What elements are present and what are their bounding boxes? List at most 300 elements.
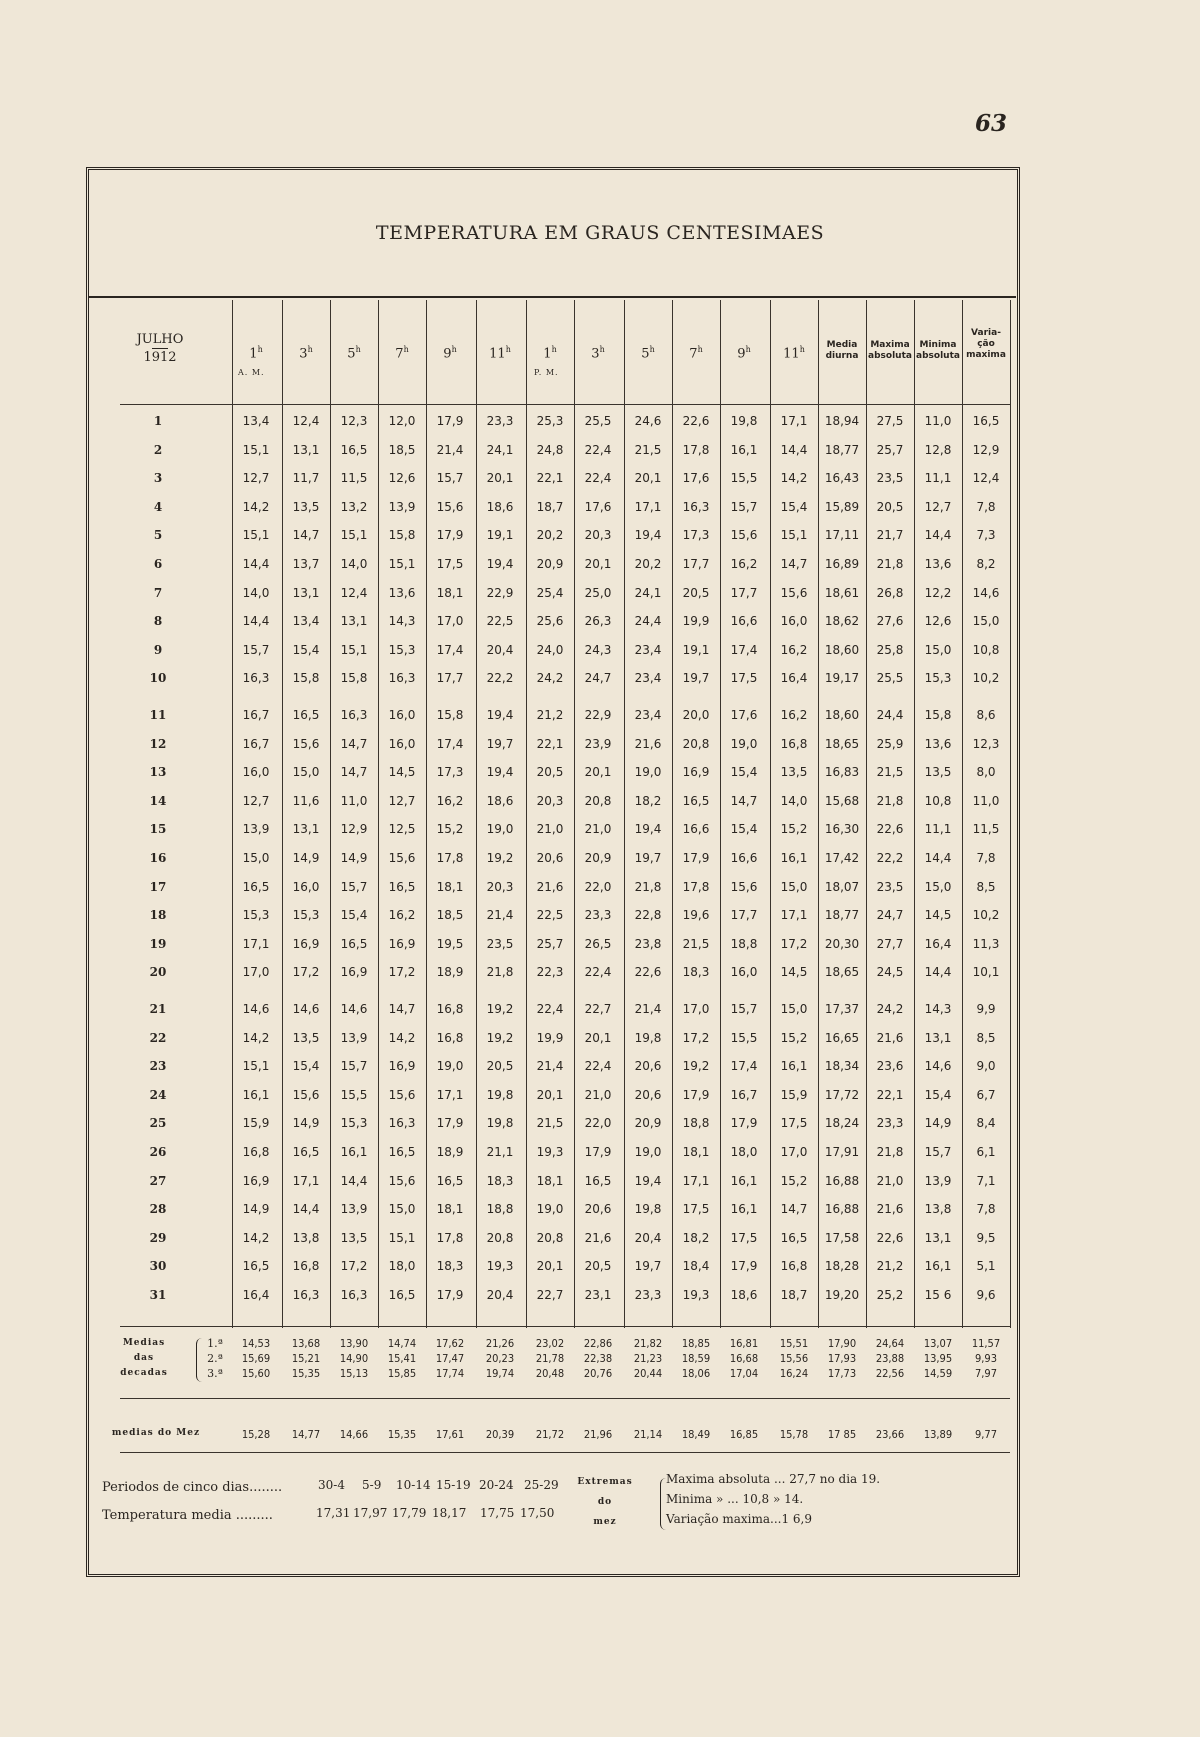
value-cell: 16,8 [292, 1259, 320, 1274]
value-cell: 14,3 [388, 614, 416, 629]
hour-number: 3 [591, 346, 600, 362]
value-cell: 11,1 [924, 822, 952, 837]
hour-number: 5 [641, 346, 650, 362]
value-cell: 15,4 [340, 908, 368, 923]
value-cell: 18,5 [436, 908, 464, 923]
value-cell: 23,5 [486, 936, 514, 951]
value-cell: 17,1 [634, 499, 662, 514]
value-cell: 27,5 [876, 414, 904, 428]
value-cell: 18,62 [824, 614, 860, 629]
month-mean-cell: 13,89 [923, 1428, 953, 1441]
month-mean-cell: 23,66 [875, 1428, 905, 1441]
value-cell: 13,4 [242, 414, 270, 428]
value-cell: 9,6 [976, 1288, 996, 1302]
temperature-value: 17,79 [392, 1506, 427, 1520]
value-cell: 25,9 [876, 736, 904, 751]
value-cell: 12,7 [242, 471, 270, 486]
value-cell: 24,0 [536, 642, 564, 657]
hour-suffix: h [505, 345, 511, 354]
value-cell: 15,6 [730, 528, 758, 543]
value-cell: 19,2 [486, 1002, 514, 1016]
value-cell: 22,4 [536, 1002, 564, 1016]
value-cell: 16,5 [388, 1288, 416, 1302]
hour-header [476, 344, 524, 362]
value-cell: 16,3 [340, 1288, 368, 1302]
value-cell: 14,5 [780, 965, 808, 980]
decade-mean-cell: 14,53 [241, 1337, 271, 1350]
media-diurna-header [818, 340, 866, 362]
value-cell: 16,30 [824, 822, 860, 837]
value-cell: 11,7 [292, 471, 320, 486]
decade-mean-cell: 15,35 [291, 1367, 321, 1380]
value-cell: 15,1 [242, 442, 270, 457]
value-cell: 13,8 [924, 1202, 952, 1217]
value-cell: 17,9 [436, 528, 464, 543]
value-cell: 21,8 [634, 879, 662, 894]
value-cell: 13,5 [292, 1030, 320, 1045]
value-cell: 15,89 [824, 499, 860, 514]
value-cell: 23,4 [634, 642, 662, 657]
hour-suffix: h [745, 345, 751, 354]
value-cell: 16,1 [242, 1087, 270, 1102]
value-cell: 21,8 [876, 1145, 904, 1159]
month-mean-cell: 14,66 [339, 1428, 369, 1441]
value-cell: 15,9 [780, 1087, 808, 1102]
value-cell: 14,0 [340, 557, 368, 571]
value-cell: 17,5 [436, 557, 464, 571]
decade-mean-cell: 17,74 [435, 1367, 465, 1380]
value-cell: 16,1 [730, 442, 758, 457]
value-cell: 19,2 [682, 1059, 710, 1074]
day-number: 16 [149, 851, 167, 865]
decade-mean-cell: 13,95 [923, 1352, 953, 1365]
decade-mean-cell: 11,57 [971, 1337, 1001, 1350]
value-cell: 17,8 [682, 879, 710, 894]
value-cell: 14,2 [242, 1230, 270, 1245]
value-cell: 20,8 [536, 1230, 564, 1245]
value-cell: 14,2 [242, 499, 270, 514]
value-cell: 17,5 [780, 1116, 808, 1131]
value-cell: 22,4 [584, 1059, 612, 1074]
value-cell: 15,7 [242, 642, 270, 657]
month-mean-cell: 17,61 [435, 1428, 465, 1441]
value-cell: 16,6 [730, 614, 758, 629]
value-cell: 21,4 [536, 1059, 564, 1074]
value-cell: 22,9 [584, 708, 612, 722]
decade-label: 2.ª [207, 1352, 223, 1365]
decade-mean-cell: 7,97 [974, 1367, 998, 1380]
value-cell: 21,4 [486, 908, 514, 923]
value-cell: 16,3 [340, 708, 368, 722]
value-cell: 14,4 [242, 614, 270, 629]
header-divider [120, 404, 1010, 405]
value-cell: 17,4 [730, 642, 758, 657]
value-cell: 16,65 [824, 1030, 860, 1045]
value-cell: 18,94 [824, 414, 860, 428]
value-cell: 19,1 [486, 528, 514, 543]
period-value: 30-4 [318, 1478, 345, 1492]
value-cell: 15,4 [730, 822, 758, 837]
value-cell: 17,2 [388, 965, 416, 980]
decade-brace [196, 1338, 203, 1382]
value-cell: 6,7 [976, 1087, 996, 1102]
value-cell: 18,0 [388, 1259, 416, 1274]
value-cell: 11,6 [292, 793, 320, 808]
value-cell: 7,3 [976, 528, 996, 543]
value-cell: 15,1 [242, 528, 270, 543]
value-cell: 14,7 [388, 1002, 416, 1016]
value-cell: 22,7 [536, 1288, 564, 1302]
period-value: 5-9 [362, 1478, 382, 1492]
value-cell: 23,3 [486, 414, 514, 428]
value-cell: 19,7 [634, 1259, 662, 1274]
value-cell: 17,0 [242, 965, 270, 980]
value-cell: 16,5 [340, 442, 368, 457]
value-cell: 20,6 [584, 1202, 612, 1217]
value-cell: 12,2 [924, 585, 952, 600]
decade-mean-cell: 22,86 [583, 1337, 613, 1350]
value-cell: 13,1 [924, 1030, 952, 1045]
value-cell: 19,8 [730, 414, 758, 428]
value-cell: 17,1 [292, 1173, 320, 1188]
value-cell: 15,2 [780, 1173, 808, 1188]
decade-mean-cell: 20,23 [485, 1352, 515, 1365]
value-cell: 15,0 [242, 851, 270, 865]
hour-header [770, 344, 818, 362]
value-cell: 16,8 [436, 1030, 464, 1045]
value-cell: 17,1 [780, 908, 808, 923]
value-cell: 18,65 [824, 965, 860, 980]
value-cell: 21,5 [876, 765, 904, 780]
value-cell: 18,1 [536, 1173, 564, 1188]
hour-number: 11 [783, 346, 800, 362]
value-cell: 12,3 [340, 414, 368, 428]
hour-suffix: h [257, 345, 263, 354]
value-cell: 13,5 [292, 499, 320, 514]
value-cell: 11,0 [972, 793, 1000, 808]
value-cell: 8,5 [976, 879, 996, 894]
day-number: 6 [153, 557, 163, 571]
value-cell: 14,2 [388, 1030, 416, 1045]
value-cell: 17,1 [242, 936, 270, 951]
value-cell: 16,4 [780, 671, 808, 686]
value-cell: 16,5 [340, 936, 368, 951]
value-cell: 14,4 [340, 1173, 368, 1188]
value-cell: 14,7 [730, 793, 758, 808]
decade-mean-cell: 18,85 [681, 1337, 711, 1350]
hour-suffix: h [649, 345, 655, 354]
value-cell: 16,88 [824, 1202, 860, 1217]
hour-header [426, 344, 474, 362]
value-cell: 12,6 [388, 471, 416, 486]
value-cell: 19,0 [730, 736, 758, 751]
value-cell: 17,0 [682, 1002, 710, 1016]
hour-header [720, 344, 768, 362]
value-cell: 14,9 [340, 851, 368, 865]
hour-number: 1 [543, 346, 552, 362]
column-divider [1010, 300, 1011, 1328]
value-cell: 12,4 [972, 471, 1000, 486]
value-cell: 17,5 [730, 1230, 758, 1245]
value-cell: 16,5 [436, 1173, 464, 1188]
hour-header [574, 344, 622, 362]
value-cell: 22,0 [584, 879, 612, 894]
day-number: 8 [153, 614, 163, 629]
value-cell: 19,0 [436, 1059, 464, 1074]
month-mean-cell: 15,78 [779, 1428, 809, 1441]
decade-mean-cell: 21,82 [633, 1337, 663, 1350]
value-cell: 12,6 [924, 614, 952, 629]
value-cell: 20,1 [536, 1259, 564, 1274]
value-cell: 14,4 [924, 528, 952, 543]
value-cell: 19,2 [486, 851, 514, 865]
value-cell: 7,8 [976, 1202, 996, 1217]
day-number: 2 [153, 442, 163, 457]
value-cell: 21,8 [486, 965, 514, 980]
month-year-header [120, 332, 200, 365]
value-cell: 13,1 [292, 442, 320, 457]
value-cell: 21,6 [876, 1202, 904, 1217]
value-cell: 25,5 [584, 414, 612, 428]
header-line: Maxima [870, 340, 910, 350]
value-cell: 19,17 [824, 671, 860, 686]
value-cell: 20,1 [584, 765, 612, 780]
value-cell: 23,4 [634, 671, 662, 686]
value-cell: 15,1 [340, 642, 368, 657]
value-cell: 15,7 [730, 1002, 758, 1016]
value-cell: 18,1 [436, 585, 464, 600]
value-cell: 17,1 [780, 414, 808, 428]
day-number: 31 [149, 1288, 167, 1302]
value-cell: 27,6 [876, 614, 904, 629]
decade-mean-cell: 15,85 [387, 1367, 417, 1380]
value-cell: 20,5 [584, 1259, 612, 1274]
value-cell: 18,7 [780, 1288, 808, 1302]
value-cell: 19,8 [634, 1202, 662, 1217]
day-number: 19 [149, 936, 167, 951]
value-cell: 19,3 [682, 1288, 710, 1302]
month-mean-bottom-divider [120, 1452, 1010, 1453]
decade-mean-cell: 15,56 [779, 1352, 809, 1365]
value-cell: 15,0 [780, 1002, 808, 1016]
value-cell: 16,5 [242, 1259, 270, 1274]
value-cell: 15,0 [924, 879, 952, 894]
value-cell: 17,0 [780, 1145, 808, 1159]
value-cell: 20,4 [634, 1230, 662, 1245]
month-mean-cell: 17 85 [827, 1428, 857, 1441]
hour-suffix: h [451, 345, 457, 354]
value-cell: 17,9 [436, 1288, 464, 1302]
value-cell: 15,7 [436, 471, 464, 486]
value-cell: 14,4 [242, 557, 270, 571]
extreme-line: Maxima absoluta ... 27,7 no dia 19. [666, 1472, 881, 1486]
value-cell: 16,9 [292, 936, 320, 951]
value-cell: 22,1 [536, 471, 564, 486]
value-cell: 25,2 [876, 1288, 904, 1302]
value-cell: 20,8 [682, 736, 710, 751]
value-cell: 17,8 [436, 1230, 464, 1245]
value-cell: 23,9 [584, 736, 612, 751]
value-cell: 13,4 [292, 614, 320, 629]
value-cell: 19,8 [486, 1087, 514, 1102]
day-number: 21 [149, 1002, 167, 1016]
extreme-line: Variação maxima...1 6,9 [666, 1512, 813, 1526]
value-cell: 24,7 [876, 908, 904, 923]
value-cell: 13,7 [292, 557, 320, 571]
decade-mean-cell: 15,21 [291, 1352, 321, 1365]
hour-suffix: h [697, 345, 703, 354]
value-cell: 23,4 [634, 708, 662, 722]
month-mean-cell: 21,96 [583, 1428, 613, 1441]
value-cell: 19,0 [634, 1145, 662, 1159]
value-cell: 14,6 [292, 1002, 320, 1016]
value-cell: 25,7 [876, 442, 904, 457]
value-cell: 15,6 [436, 499, 464, 514]
value-cell: 14,7 [340, 736, 368, 751]
value-cell: 14,7 [780, 557, 808, 571]
value-cell: 16,4 [242, 1288, 270, 1302]
value-cell: 15,68 [824, 793, 860, 808]
value-cell: 16,9 [242, 1173, 270, 1188]
value-cell: 17,3 [436, 765, 464, 780]
value-cell: 25,3 [536, 414, 564, 428]
value-cell: 21,8 [876, 793, 904, 808]
value-cell: 16,0 [780, 614, 808, 629]
value-cell: 18,0 [730, 1145, 758, 1159]
value-cell: 14,9 [242, 1202, 270, 1217]
value-cell: 13,6 [924, 557, 952, 571]
day-number: 11 [149, 708, 167, 722]
value-cell: 19,4 [486, 708, 514, 722]
value-cell: 15,1 [340, 528, 368, 543]
value-cell: 10,8 [972, 642, 1000, 657]
decade-mean-cell: 21,26 [485, 1337, 515, 1350]
value-cell: 24,2 [536, 671, 564, 686]
value-cell: 13,2 [340, 499, 368, 514]
decade-mean-cell: 16,24 [779, 1367, 809, 1380]
value-cell: 18,9 [436, 965, 464, 980]
value-cell: 16,1 [730, 1202, 758, 1217]
value-cell: 16,5 [388, 879, 416, 894]
day-number: 14 [149, 793, 167, 808]
value-cell: 23,5 [876, 471, 904, 486]
value-cell: 20,3 [584, 528, 612, 543]
value-cell: 15,7 [340, 879, 368, 894]
value-cell: 8,6 [976, 708, 996, 722]
hour-header [378, 344, 426, 362]
decade-mean-cell: 17,90 [827, 1337, 857, 1350]
decade-mean-cell: 22,56 [875, 1367, 905, 1380]
temperature-value: 18,17 [432, 1506, 467, 1520]
value-cell: 12,7 [242, 793, 270, 808]
day-number: 26 [149, 1145, 167, 1159]
value-cell: 19,4 [634, 528, 662, 543]
value-cell: 21,8 [876, 557, 904, 571]
value-cell: 16,3 [388, 671, 416, 686]
value-cell: 26,3 [584, 614, 612, 629]
day-number: 25 [149, 1116, 167, 1131]
value-cell: 24,3 [584, 642, 612, 657]
minima-absoluta-header [914, 340, 962, 362]
value-cell: 26,8 [876, 585, 904, 600]
value-cell: 13,9 [340, 1030, 368, 1045]
value-cell: 23,3 [634, 1288, 662, 1302]
value-cell: 20,2 [634, 557, 662, 571]
value-cell: 20,4 [486, 1288, 514, 1302]
temperature-value: 17,31 [316, 1506, 351, 1520]
value-cell: 25,0 [584, 585, 612, 600]
value-cell: 22,5 [486, 614, 514, 629]
value-cell: 17,9 [436, 1116, 464, 1131]
value-cell: 18,3 [436, 1259, 464, 1274]
temperature-value: 17,50 [520, 1506, 555, 1520]
decade-label: 3.ª [207, 1367, 223, 1380]
value-cell: 14,9 [924, 1116, 952, 1131]
value-cell: 16,9 [340, 965, 368, 980]
hour-header [232, 344, 280, 362]
day-number: 13 [149, 765, 167, 780]
value-cell: 11,5 [972, 822, 1000, 837]
value-cell: 18,8 [486, 1202, 514, 1217]
value-cell: 15,6 [388, 1087, 416, 1102]
value-cell: 13,5 [340, 1230, 368, 1245]
period-value: 20-24 [479, 1478, 514, 1492]
value-cell: 16,5 [388, 1145, 416, 1159]
value-cell: 15,3 [388, 642, 416, 657]
value-cell: 20,6 [634, 1087, 662, 1102]
day-number: 24 [149, 1087, 167, 1102]
value-cell: 16,0 [388, 736, 416, 751]
value-cell: 17,37 [824, 1002, 860, 1016]
value-cell: 21,1 [486, 1145, 514, 1159]
variacao-maxima-header [962, 328, 1010, 361]
hour-suffix: h [599, 345, 605, 354]
value-cell: 23,3 [584, 908, 612, 923]
header-line: absoluta [916, 351, 960, 361]
value-cell: 21,6 [876, 1030, 904, 1045]
decade-mean-cell: 16,81 [729, 1337, 759, 1350]
decade-mean-cell: 15,69 [241, 1352, 271, 1365]
day-number: 1 [153, 414, 163, 428]
value-cell: 13,9 [388, 499, 416, 514]
temperature-value: 17,75 [480, 1506, 515, 1520]
decade-label: 1.ª [207, 1337, 223, 1350]
value-cell: 20,4 [486, 642, 514, 657]
value-cell: 15,3 [292, 908, 320, 923]
value-cell: 18,8 [730, 936, 758, 951]
value-cell: 13,6 [924, 736, 952, 751]
month-mean-cell: 18,49 [681, 1428, 711, 1441]
decade-mean-cell: 24,64 [875, 1337, 905, 1350]
value-cell: 15,0 [388, 1202, 416, 1217]
value-cell: 19,6 [682, 908, 710, 923]
value-cell: 18,3 [486, 1173, 514, 1188]
month-mean-divider [120, 1398, 1010, 1399]
value-cell: 6,1 [976, 1145, 996, 1159]
value-cell: 15,2 [780, 822, 808, 837]
value-cell: 22,4 [584, 965, 612, 980]
value-cell: 16,2 [730, 557, 758, 571]
value-cell: 15,5 [340, 1087, 368, 1102]
value-cell: 16,1 [730, 1173, 758, 1188]
value-cell: 9,0 [976, 1059, 996, 1074]
value-cell: 14,9 [292, 1116, 320, 1131]
value-cell: 15,0 [972, 614, 1000, 629]
value-cell: 24,2 [876, 1002, 904, 1016]
value-cell: 18,4 [682, 1259, 710, 1274]
value-cell: 16,6 [730, 851, 758, 865]
title-divider [88, 296, 1016, 298]
